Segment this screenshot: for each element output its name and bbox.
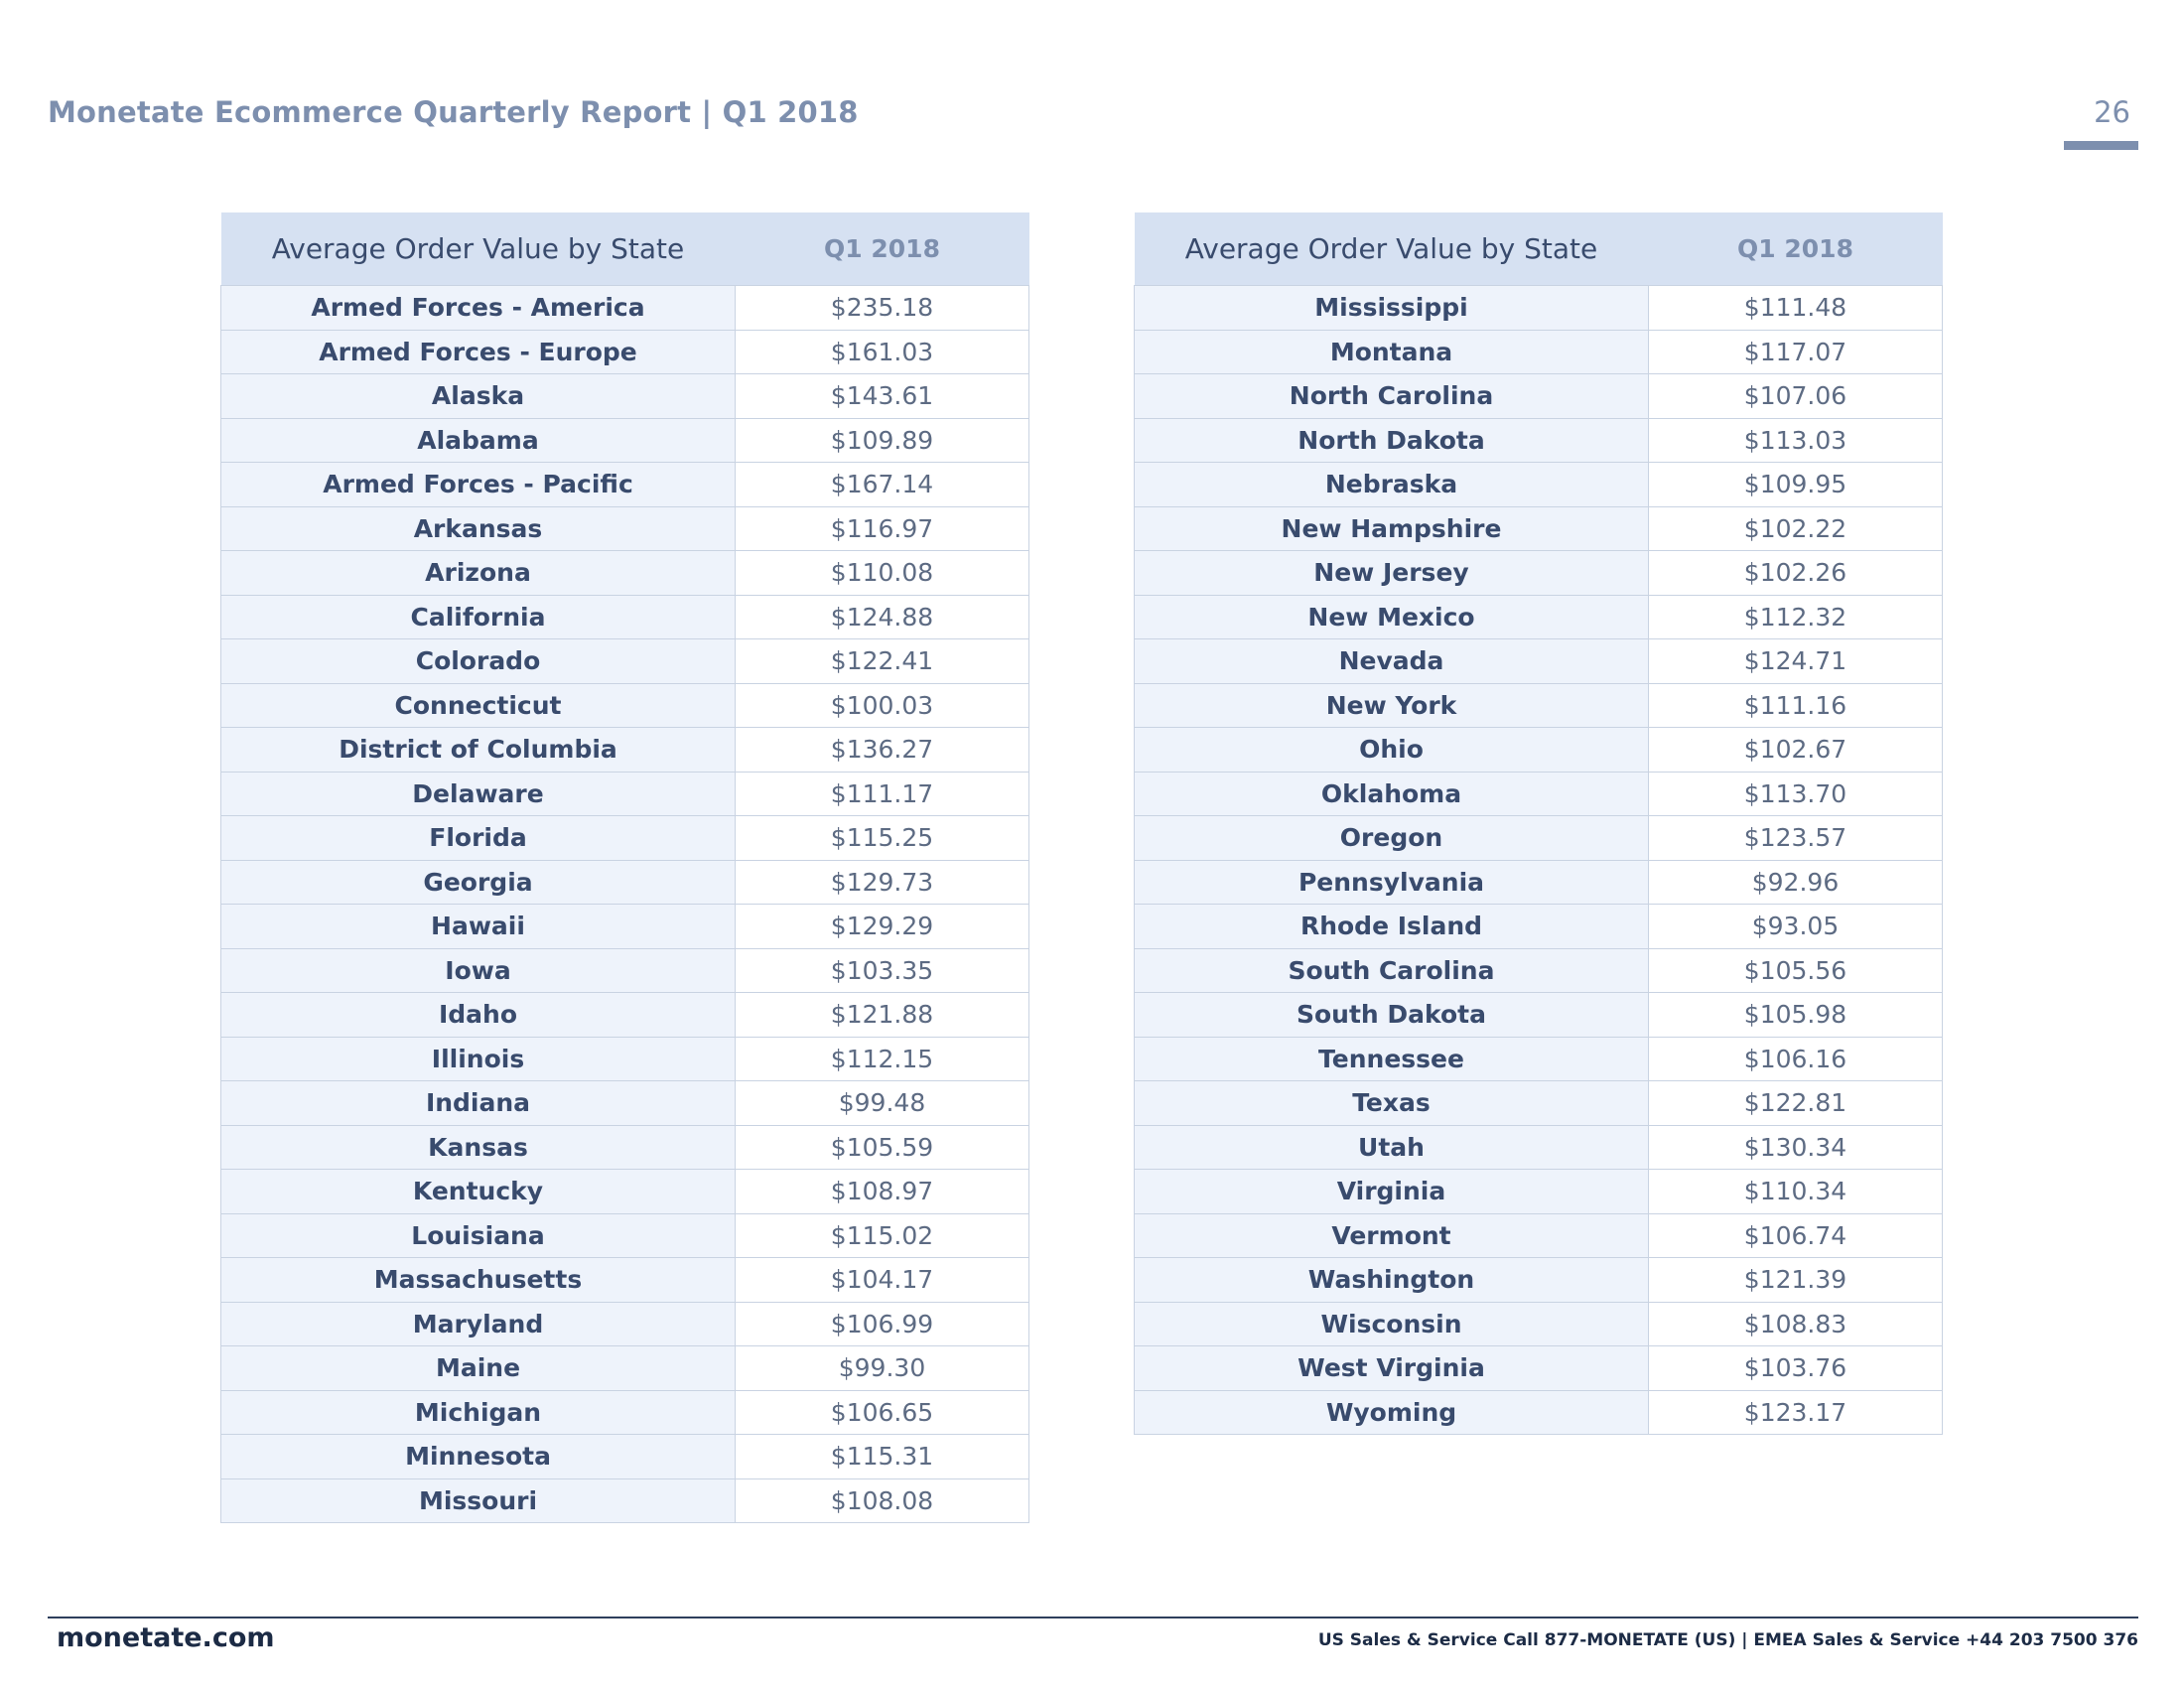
order-value-cell: $122.81 — [1649, 1081, 1943, 1126]
table-row — [1135, 506, 1943, 551]
order-value-cell: $104.17 — [736, 1258, 1029, 1303]
table-row — [1135, 948, 1943, 993]
state-name-cell: South Dakota — [1135, 993, 1649, 1038]
state-name-cell: Armed Forces - Europe — [221, 330, 736, 374]
state-name-cell: District of Columbia — [221, 728, 736, 773]
table-row — [221, 1213, 1029, 1258]
page-number-underline — [2064, 141, 2138, 150]
state-name-cell: Maryland — [221, 1302, 736, 1346]
order-value-cell: $106.99 — [736, 1302, 1029, 1346]
table-row — [1135, 463, 1943, 507]
order-value-cell: $102.26 — [1649, 551, 1943, 596]
state-name-cell: Montana — [1135, 330, 1649, 374]
order-value-cell: $92.96 — [1649, 860, 1943, 905]
order-value-cell: $113.70 — [1649, 772, 1943, 816]
state-name-cell: West Virginia — [1135, 1346, 1649, 1391]
state-name-cell: Pennsylvania — [1135, 860, 1649, 905]
state-name-cell: Alabama — [221, 418, 736, 463]
table-row — [1135, 728, 1943, 773]
state-name-cell: Utah — [1135, 1125, 1649, 1170]
order-value-cell: $115.02 — [736, 1213, 1029, 1258]
table-row — [221, 772, 1029, 816]
order-value-cell: $130.34 — [1649, 1125, 1943, 1170]
state-name-cell: Michigan — [221, 1390, 736, 1435]
state-name-cell: Rhode Island — [1135, 905, 1649, 949]
state-name-cell: Kansas — [221, 1125, 736, 1170]
state-name-cell: Oregon — [1135, 816, 1649, 861]
table-row — [221, 595, 1029, 639]
order-value-cell: $124.88 — [736, 595, 1029, 639]
column-header-state: Average Order Value by State — [1135, 212, 1649, 286]
table-row — [221, 860, 1029, 905]
table-row — [221, 286, 1029, 331]
table-row — [221, 1170, 1029, 1214]
table-header-row — [1135, 212, 1943, 286]
state-name-cell: Arkansas — [221, 506, 736, 551]
table-row — [221, 683, 1029, 728]
state-name-cell: Georgia — [221, 860, 736, 905]
state-name-cell: Louisiana — [221, 1213, 736, 1258]
order-value-cell: $105.59 — [736, 1125, 1029, 1170]
table-row — [1135, 418, 1943, 463]
state-name-cell: Virginia — [1135, 1170, 1649, 1214]
table-header-row — [221, 212, 1029, 286]
table-row — [221, 330, 1029, 374]
state-name-cell: South Carolina — [1135, 948, 1649, 993]
table-row — [221, 728, 1029, 773]
table-body — [221, 286, 1029, 1523]
state-name-cell: Vermont — [1135, 1213, 1649, 1258]
state-name-cell: Ohio — [1135, 728, 1649, 773]
order-value-cell: $102.22 — [1649, 506, 1943, 551]
order-value-cell: $123.57 — [1649, 816, 1943, 861]
table-row — [1135, 993, 1943, 1038]
state-name-cell: Armed Forces - America — [221, 286, 736, 331]
table-row — [221, 374, 1029, 419]
table-row — [1135, 1213, 1943, 1258]
footer-contact-info: US Sales & Service Call 877-MONETATE (US) | EMEA Sales & Service +44 203 7500 376 — [1317, 1630, 2138, 1650]
table-row — [221, 1081, 1029, 1126]
state-name-cell: New York — [1135, 683, 1649, 728]
order-value-cell: $111.16 — [1649, 683, 1943, 728]
footer-site-link[interactable]: monetate.com — [57, 1622, 275, 1653]
state-name-cell: Washington — [1135, 1258, 1649, 1303]
table-row — [1135, 286, 1943, 331]
table-row — [1135, 330, 1943, 374]
order-value-cell: $106.74 — [1649, 1213, 1943, 1258]
order-value-cell: $123.17 — [1649, 1390, 1943, 1435]
state-name-cell: Minnesota — [221, 1435, 736, 1479]
column-header-quarter: Q1 2018 — [736, 212, 1029, 286]
order-value-cell: $112.32 — [1649, 595, 1943, 639]
order-value-cell: $115.25 — [736, 816, 1029, 861]
state-name-cell: Nevada — [1135, 639, 1649, 684]
table-row — [221, 1390, 1029, 1435]
table-row — [1135, 1258, 1943, 1303]
state-name-cell: Delaware — [221, 772, 736, 816]
order-value-cell: $112.15 — [736, 1037, 1029, 1081]
order-value-cell: $110.34 — [1649, 1170, 1943, 1214]
order-value-cell: $129.73 — [736, 860, 1029, 905]
state-name-cell: Wyoming — [1135, 1390, 1649, 1435]
aov-table-left — [220, 212, 1029, 1523]
table-body — [1135, 286, 1943, 1435]
table-row — [1135, 1346, 1943, 1391]
order-value-cell: $106.16 — [1649, 1037, 1943, 1081]
order-value-cell: $100.03 — [736, 683, 1029, 728]
order-value-cell: $106.65 — [736, 1390, 1029, 1435]
state-name-cell: North Dakota — [1135, 418, 1649, 463]
order-value-cell: $122.41 — [736, 639, 1029, 684]
table-row — [221, 1478, 1029, 1523]
order-value-cell: $108.08 — [736, 1478, 1029, 1523]
order-value-cell: $109.95 — [1649, 463, 1943, 507]
table-row — [221, 816, 1029, 861]
table-row — [1135, 1170, 1943, 1214]
state-name-cell: Alaska — [221, 374, 736, 419]
state-name-cell: North Carolina — [1135, 374, 1649, 419]
report-title: Monetate Ecommerce Quarterly Report | Q1 2018 — [48, 95, 859, 129]
table-row — [1135, 683, 1943, 728]
table-row — [221, 1346, 1029, 1391]
state-name-cell: California — [221, 595, 736, 639]
state-name-cell: Texas — [1135, 1081, 1649, 1126]
order-value-cell: $117.07 — [1649, 330, 1943, 374]
table-row — [221, 905, 1029, 949]
state-name-cell: Armed Forces - Pacific — [221, 463, 736, 507]
table-row — [221, 1037, 1029, 1081]
state-name-cell: Wisconsin — [1135, 1302, 1649, 1346]
order-value-cell: $108.83 — [1649, 1302, 1943, 1346]
order-value-cell: $107.06 — [1649, 374, 1943, 419]
order-value-cell: $235.18 — [736, 286, 1029, 331]
order-value-cell: $99.48 — [736, 1081, 1029, 1126]
table-row — [1135, 816, 1943, 861]
table-row — [221, 418, 1029, 463]
order-value-cell: $103.35 — [736, 948, 1029, 993]
order-value-cell: $161.03 — [736, 330, 1029, 374]
table-row — [221, 551, 1029, 596]
order-value-cell: $121.39 — [1649, 1258, 1943, 1303]
order-value-cell: $167.14 — [736, 463, 1029, 507]
table-row — [221, 1435, 1029, 1479]
order-value-cell: $111.48 — [1649, 286, 1943, 331]
state-name-cell: Indiana — [221, 1081, 736, 1126]
column-header-quarter: Q1 2018 — [1649, 212, 1943, 286]
order-value-cell: $102.67 — [1649, 728, 1943, 773]
state-name-cell: Florida — [221, 816, 736, 861]
table-row — [1135, 639, 1943, 684]
order-value-cell: $129.29 — [736, 905, 1029, 949]
table-row — [221, 993, 1029, 1038]
table-row — [1135, 551, 1943, 596]
table-row — [1135, 1125, 1943, 1170]
table-row — [1135, 1302, 1943, 1346]
state-name-cell: Nebraska — [1135, 463, 1649, 507]
order-value-cell: $99.30 — [736, 1346, 1029, 1391]
state-name-cell: Kentucky — [221, 1170, 736, 1214]
table-row — [1135, 772, 1943, 816]
order-value-cell: $113.03 — [1649, 418, 1943, 463]
order-value-cell: $124.71 — [1649, 639, 1943, 684]
order-value-cell: $136.27 — [736, 728, 1029, 773]
state-name-cell: Arizona — [221, 551, 736, 596]
table-row — [221, 506, 1029, 551]
column-header-state: Average Order Value by State — [221, 212, 736, 286]
table-row — [1135, 905, 1943, 949]
state-name-cell: Mississippi — [1135, 286, 1649, 331]
state-name-cell: Idaho — [221, 993, 736, 1038]
state-name-cell: Hawaii — [221, 905, 736, 949]
table-row — [221, 948, 1029, 993]
order-value-cell: $111.17 — [736, 772, 1029, 816]
order-value-cell: $109.89 — [736, 418, 1029, 463]
order-value-cell: $121.88 — [736, 993, 1029, 1038]
order-value-cell: $115.31 — [736, 1435, 1029, 1479]
state-name-cell: Missouri — [221, 1478, 736, 1523]
state-name-cell: New Jersey — [1135, 551, 1649, 596]
order-value-cell: $105.98 — [1649, 993, 1943, 1038]
state-name-cell: Connecticut — [221, 683, 736, 728]
state-name-cell: Iowa — [221, 948, 736, 993]
order-value-cell: $143.61 — [736, 374, 1029, 419]
table-row — [221, 463, 1029, 507]
state-name-cell: Maine — [221, 1346, 736, 1391]
order-value-cell: $108.97 — [736, 1170, 1029, 1214]
order-value-cell: $93.05 — [1649, 905, 1943, 949]
table-row — [1135, 1037, 1943, 1081]
table-row — [1135, 374, 1943, 419]
state-name-cell: Massachusetts — [221, 1258, 736, 1303]
table-row — [221, 639, 1029, 684]
state-name-cell: New Mexico — [1135, 595, 1649, 639]
state-name-cell: Tennessee — [1135, 1037, 1649, 1081]
footer-divider — [48, 1617, 2138, 1618]
table-row — [221, 1125, 1029, 1170]
table-row — [1135, 1390, 1943, 1435]
table-row — [221, 1258, 1029, 1303]
state-name-cell: Colorado — [221, 639, 736, 684]
table-row — [1135, 860, 1943, 905]
state-name-cell: Oklahoma — [1135, 772, 1649, 816]
state-name-cell: Illinois — [221, 1037, 736, 1081]
aov-table-right — [1134, 212, 1943, 1435]
order-value-cell: $116.97 — [736, 506, 1029, 551]
page-number: 26 — [2094, 95, 2130, 129]
table-row — [1135, 1081, 1943, 1126]
state-name-cell: New Hampshire — [1135, 506, 1649, 551]
table-row — [221, 1302, 1029, 1346]
order-value-cell: $103.76 — [1649, 1346, 1943, 1391]
order-value-cell: $105.56 — [1649, 948, 1943, 993]
order-value-cell: $110.08 — [736, 551, 1029, 596]
table-row — [1135, 595, 1943, 639]
